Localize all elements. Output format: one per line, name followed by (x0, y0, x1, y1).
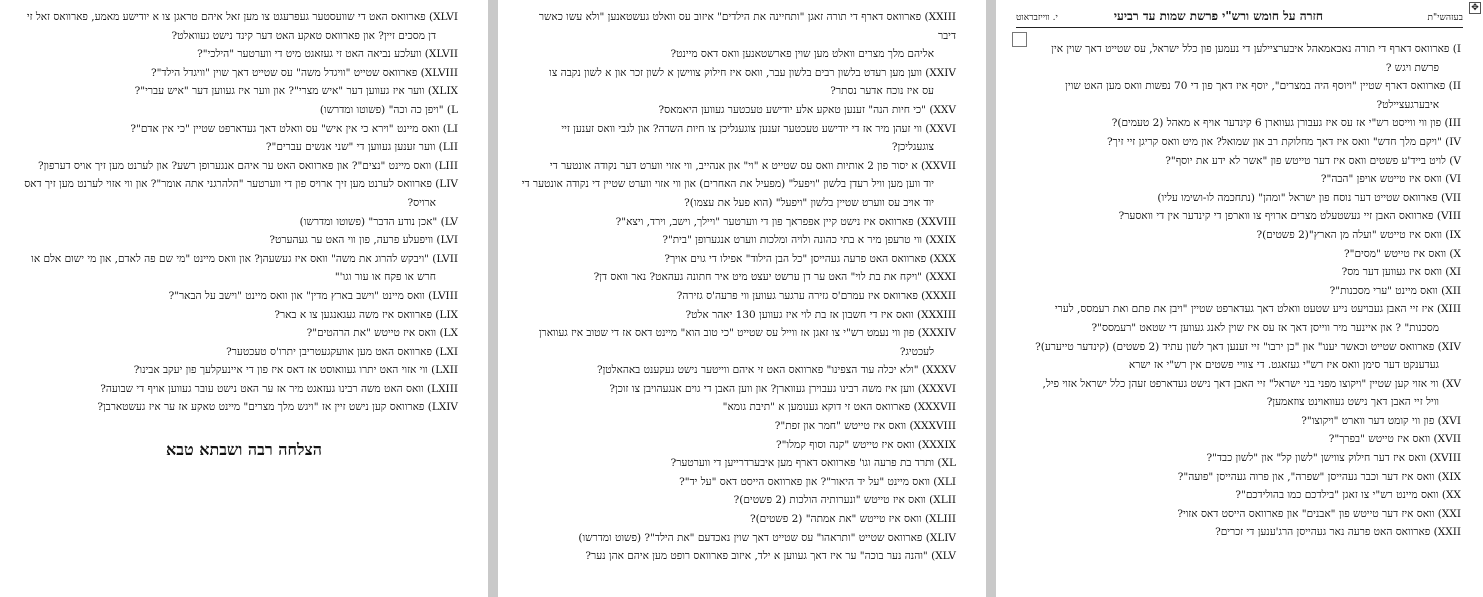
question-line: LXIII) וואס האט משה רבינו געזאגט מיר אז ער האט נישט עובר געווען אויף די שבועה? (100, 382, 458, 395)
question-line: XXIII) פארוואס דארף די תורה זאגן "ותחיינה את הילדים" איזוב עס וואלט געשטאנען "ולא עשו כאשר דיבר (538, 11, 956, 42)
question-line: XXX) פארוואס האט פרעה געהייסן "כל הבן הילוד" אפילו די גוים אויך? (664, 252, 956, 265)
question-line: געדענקט דער סימן וואס איז רש"י געזאגט. די צוויי פשטים אין רש"י אז ישרא (1128, 359, 1439, 372)
question-line: IX) וואס איז טייטש "ועלה מן הארץ"(2 פשטים)? (1256, 228, 1461, 241)
question-line: VII) פארוואס שטייט דער נוסח פון ישראל "ומהן" (נתחכמה לו-ושימו עליו) (1157, 191, 1461, 204)
header-besiyata: בעזהשי"ת (1427, 13, 1463, 23)
question-line: I) פארוואס דארף די תורה נאכאמאהל איבערציילען די נעמען פון כלל ישראל, עס שטייט דאך שוין אין (1051, 43, 1461, 55)
page-title: חזרה על חומש ורש"י פרשת שמות עד רביעי (1113, 9, 1323, 23)
question-line: חרש או פקח או עור וגו'" (334, 271, 436, 284)
question-line: XXXIX) וואס איז טייטש "קנה וסוף קמלו"? (775, 438, 956, 451)
question-line: עס איז נוכח אדער נסתר? (830, 85, 934, 98)
question-line: איבערגעציילט? (1376, 98, 1439, 111)
question-line: XXXVII) פארוואס האט זי דוקא גענומען א "תיבת גומא" (722, 401, 956, 414)
question-line: XXVIII) פארוואס איז נישט קיין אפפראך פון די ווערטער "ויילך, וישב, וירד, ויצא"? (615, 215, 956, 228)
question-line: XXVI) ווי זעהן מיר אז די יודישע טעכטער זענען צוגעגליכן צו חיות השדה? און לגבי וואס זענען זיי (561, 122, 956, 135)
question-line: XIV) פארוואס שטייט וכאשר יענו" און "כן ירבו" זיי זענען דאך לשון עתיד (2 פשטים) (קינדער טייערע)? (1035, 340, 1461, 353)
question-line: XXXI) "ויקח את בת לוי" האט ער דן ערשט יעצט מיט איר חתונה געהאט? נאר וואס דן? (593, 271, 956, 284)
question-line: XXXVIII) וואס איז טייטש "חמר און זפת"? (774, 420, 956, 433)
question-line: XLV) "והנה נער בוכה" ער איז דאך געווען א ילד, איזוב פארוואס רופט מען איהם אהן נער? (585, 550, 956, 563)
question-line: V) לויט בייד'ע פשטים וואס איז דער טייטש פון "אשר לא ידע את יוסף"? (1165, 154, 1461, 167)
question-line: LXI) פארוואס האט מען אוועקגעטריבן יתרו'ס טעכטער? (226, 345, 458, 358)
question-line: VIII) פארוואס האבן זיי געשטעלט מצרים ארויף צו ווארפן די קינדער אין די וואסער? (1118, 210, 1461, 223)
document-page-1 (996, 0, 1483, 597)
question-line: XXXIV) פון ווי נעמט רש"י צו זאגן אז ווייל עס שטייט "כי טוב הוא" מיינט דאס אז די שטוב איז געווארן (538, 327, 956, 340)
question-line: לעכטיג? (899, 345, 934, 358)
question-line: LXIV) פארוואס קען נישט זיין אז "ויגש מלך מצרים" מיינט טאקע אז ער איז געשטארבן? (97, 401, 458, 414)
move-handle-icon[interactable]: ✥ (1469, 2, 1481, 14)
question-line: X) וואס איז טייטש "מסים"? (1344, 247, 1461, 260)
question-line: יוד אויב עס ווערט שטיין בלשון "ויפעל" (הוא פעל את עצמו)? (684, 196, 934, 209)
question-line: XLII) וואס איז טייטש "ונערותיה הולכות (2 פשטים)? (733, 494, 956, 507)
question-line: LI) וואס מיינט "וירא כי אין איש" עס וואלט דאך געדארפט שטיין "כי אין אדם"? (130, 122, 458, 135)
question-line: XLIII) וואס איז טייטש "את אמתה" (2 פשטים)? (749, 513, 956, 526)
question-line: XXXV) "ולא יכלה עוד הצפינו" פארוואס האט זי איהם ווייטער נישט געקענט באהאלטן? (596, 364, 956, 377)
question-line: מסכנות" ? און איינער מיר ווייסן דאך אז עס איז שוין לאנג געווען די שטאט "רעמסס"? (1091, 321, 1439, 334)
question-line: XIX) וואס איז דער וכבר געהייסן "שפרה", און פרוה געהייסן "פועה"? (1177, 470, 1461, 483)
header-author: י. ווייזבראוט (1016, 13, 1058, 23)
page-header (1016, 9, 1463, 28)
question-line: דן מסכים זיין? און פארוואס טאקע האט דער קינד נישט געוואלט? (171, 29, 436, 42)
question-line: II) פארוואס דארף שטיין "ויוסף היה במצרים", יוסף איז דאך פון די 70 נפשות וואס מען האט שוין (1065, 80, 1461, 93)
question-line: VI) וואס איז טייטש אויפן "הבה"? (1320, 173, 1461, 186)
document-page-2 (498, 0, 986, 597)
question-line: LV) "אכן נודע הדבר" (פשוטו ומדרשו) (299, 215, 458, 228)
question-line: LVII) "ויבקש להרוג את משה" וואס איז געשעהן? און וואס מיינט "מי שם פה לאדם, און מי ישום אלם או (31, 252, 458, 265)
question-line: XXI) וואס איז דער טייטש פון "אבנים" און פארוואס הייסט דאס אזוי? (1177, 507, 1461, 520)
question-line: צוגעגליכן? (891, 141, 934, 154)
question-line: LII) ווער זענען געווען די "שני אנשים עברים"? (265, 141, 458, 154)
question-line: XXXIII) וואס איז די חשבון אז בת לוי איז געווען 130 יאהר אלט? (685, 308, 956, 321)
question-line: XXVII) א יסור פון 2 אותיות וואס עס שטייט א "וי" און אנהייב, ווי אזוי ווערט דער נקודה אונטער די (549, 159, 956, 172)
question-line: XII) וואס מיינט "ערי מסכנות"? (1329, 284, 1461, 297)
question-line: XLVIII) פארוואס שטייט "וויגדל משה" עס שטייט דאך שוין "וויגדל הילד"? (150, 66, 458, 79)
question-line: XV) ווי אזוי קען שטיין "ויקוצו מפני בני ישראל" זיי האבן דאך נישט געדארפט זעהן כלל ישראל אזוי פיל, (1042, 377, 1461, 390)
question-line: XVIII) וואס איז דער חילוק צווישן "לשון קל" און "לשון כבד"? (1206, 452, 1461, 465)
question-line: XXXII) פארוואס איז עמרם'ס גזירה ערגער געווען ווי פרעה'ס גזירה? (676, 289, 956, 302)
question-line: XLVII) וועלכע נביאה האט זי געזאגט מיט די ווערטער "הילכי"? (197, 48, 458, 61)
question-line: LVI) וויפעלע פרעה, פון ווי האט ער געהערט? (269, 234, 458, 247)
question-line: ארויס? (407, 196, 436, 209)
question-line: L) "ויפן כה וכה" (פשוטו ומדרשו) (319, 103, 458, 116)
question-line: XI) וואס איז געווען דער מס? (1341, 266, 1461, 279)
questions-column (518, 8, 956, 566)
question-line: XVII) וואס איז טייטש "בפרך"? (1328, 433, 1461, 446)
question-line: XLIV) פארוואס שטייט "ותראהו" עס שטייט דאך שוין נאכדעם "את הילד"? (פשוט ומדרשו) (578, 531, 956, 544)
question-line: XXXVI) ווען איז משה רבינו געבוירן געווארן? און ווען האבן די גוים אנגעהויבן צו זוכן? (609, 382, 956, 395)
document-page-3 (0, 0, 488, 597)
question-line: אליהם מלך מצרים וואלט מען שוין פארשטאנען וואס דאס מיינט? (670, 48, 934, 61)
question-line: LX) וואס איז טייטש "את הרהטים"? (306, 327, 458, 340)
question-line: XXV) "כי חיות הנה" זענען טאקע אלע יודישע טעכטער געווען היאמאס? (658, 103, 956, 116)
question-line: III) פון ווי ווייסט רש"י אז עס איז געבורן געווארן 6 קינדער אויף א מאהל (2 טעמים)? (1111, 117, 1461, 130)
question-line: LIX) פארוואס איז משה געגאנגען צו א באר? (274, 308, 458, 321)
questions-column (20, 8, 458, 417)
question-line: XLIX) ווער איז געווען דער "איש מצרי"? און ווער איז געווען דער "איש עברי"? (134, 85, 458, 98)
question-line: XXIX) ווי טרעפן מיר א בתי כהונה ולויה ומלכות ווערט אנגערופן "בית"? (662, 234, 956, 247)
question-line: וויל זיי האבן דאך נישט געוואוינט צוזאמען? (1266, 396, 1439, 409)
question-line: XXII) פארוואס האט פרעה נאר געהייסן הרג'ענען די זכרים? (1215, 526, 1461, 539)
question-line: XXIV) ווען מען רעדט בלשון רבים בלשון עבר, וואס איז חילוק צווישן א לשון זכר און א לשון נקבה צו (549, 66, 956, 79)
question-line: LXII) ווי אזוי האט יתרו געוואוסט אז דאס איז פון די איינעקלעך פון יעקב אבינו? (133, 364, 458, 377)
questions-column (1011, 40, 1461, 542)
question-line: XL) ותרד בת פרעה וגו' פארוואס דארף מען איבערדרייען די ווערטער? (670, 457, 956, 470)
question-line: יוד ווען מען וויל רעדן בלשון "ויפעל" (מפעיל את האחרים) און ווי אזוי ווערט שטיין די נקודה אונטער די (521, 178, 934, 191)
question-line: LIV) פארוואס לערנט מען זיך ארויס פון די ווערטער "הלהרגני אתה אומר"? און ווי אזוי לערנט מען זיך דאס (24, 178, 458, 191)
question-line: LIII) וואס מיינט "נצים"? און פארוואס האט ער איהם אנגערופן רשע? און לערנט מען זיך אויס דערפון? (37, 159, 458, 172)
closing-blessing: הצלחה רבה ושבתא טבא (165, 440, 323, 459)
question-line: XLI) וואס מיינט "על יד היאור"? און פארוואס הייסט דאס "על יד"? (679, 475, 956, 488)
question-line: XIII) איז זיי האבן געבויעט נייע שטעט וואלט דאך געדארפט שטיין "ויבן את פתם ואת רעמסס, לערי (1054, 303, 1461, 316)
question-line: XVI) פון ווי קומט דער ווארט "ויקוצו"? (1301, 414, 1461, 427)
question-line: פרשת ויגש ? (1385, 61, 1439, 74)
question-line: IV) "ויקם מלך חדש" וואס איז דאך מחלוקת רב און שמואל? און מיט וואס קריגן זיי זיך? (1107, 135, 1461, 148)
question-line: XLVI) פארוואס האט די שוועסטער געפרעגט צו מען זאל איהם טראגן צו א יודישע מאמע, פארוואס זאל זי (26, 11, 458, 23)
question-line: XX) וואס מיינט רש"י צו זאגן "בילדכם כמו בהולידכם"? (1235, 489, 1461, 502)
question-line: LVIII) וואס מיינט "וישב בארץ מדין" און וואס מיינט "וישב על הבאר"? (168, 289, 458, 302)
